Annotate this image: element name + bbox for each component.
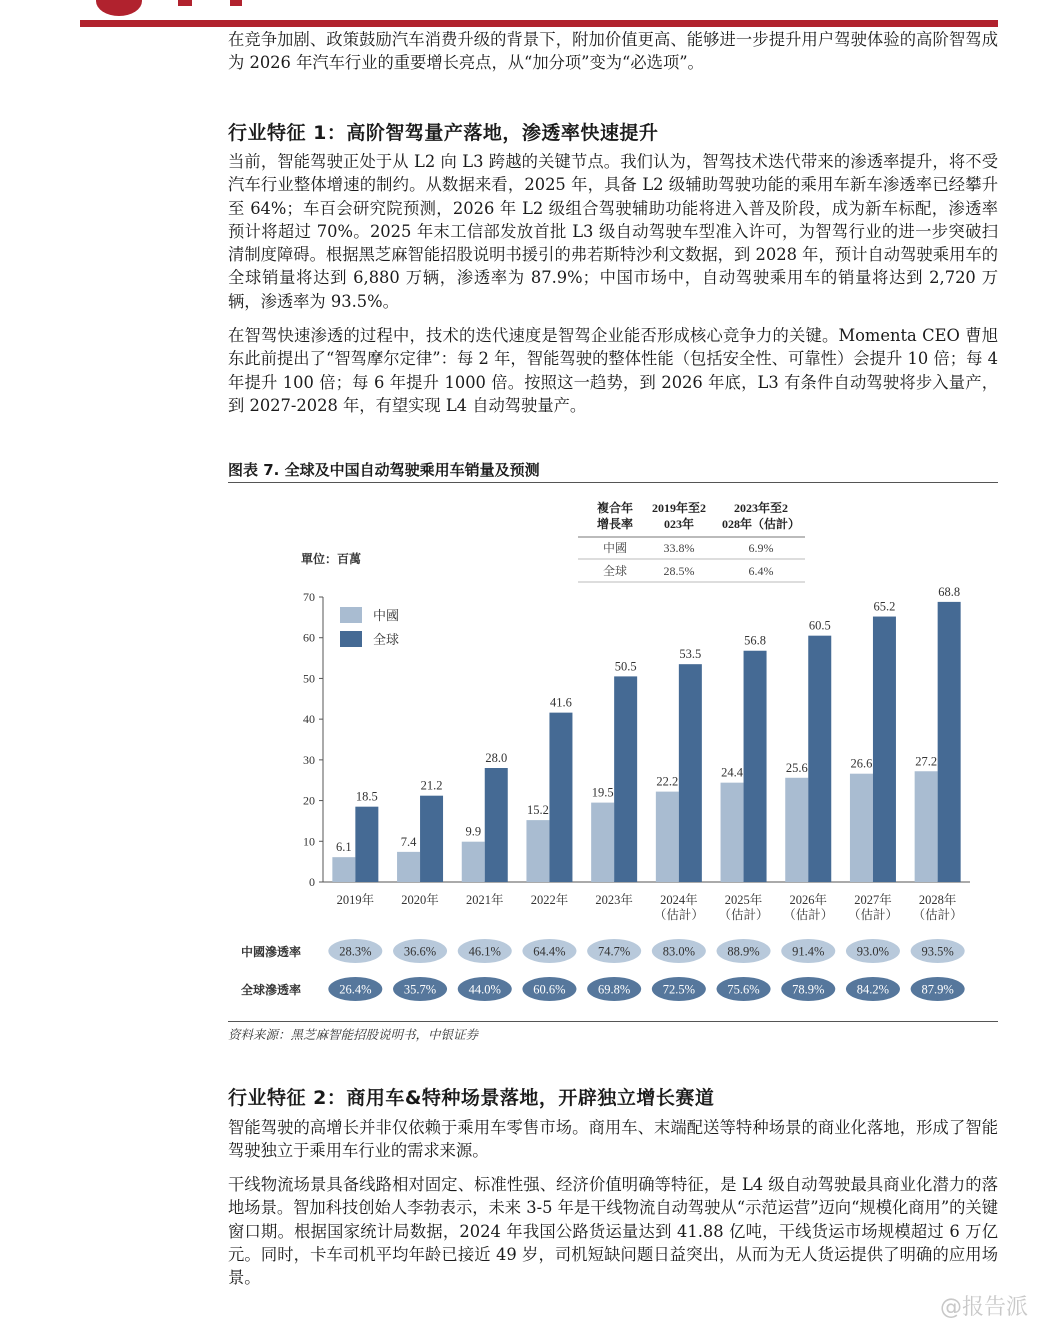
cagr-cell: 全球 — [602, 564, 628, 578]
x-tick-label: 2023年 — [595, 893, 633, 907]
bar-china — [915, 771, 938, 882]
bar-china — [656, 792, 679, 882]
bar-value-label: 41.6 — [550, 695, 572, 710]
bar-global — [744, 651, 767, 882]
legend-label: 全球 — [373, 632, 400, 647]
sales-forecast-chart — [228, 485, 998, 1020]
bar-value-label: 26.6 — [850, 756, 873, 771]
penetration-value: 36.6% — [403, 944, 437, 959]
penetration-value: 35.7% — [403, 982, 437, 997]
cagr-header: 複合年 — [596, 501, 634, 515]
penetration-value: 75.6% — [727, 982, 760, 997]
bar-value-label: 60.5 — [808, 618, 831, 633]
unit-label: 單位：百萬 — [301, 552, 362, 566]
bar-value-label: 50.5 — [614, 659, 637, 674]
section-heading-2: 行业特征 2：商用车&特种场景落地，开辟独立增长赛道 — [228, 1087, 715, 1109]
section-heading-1: 行业特征 1：高阶智驾量产落地，渗透率快速提升 — [228, 122, 659, 144]
bar-value-label: 22.2 — [656, 774, 679, 789]
body-paragraph: 当前，智能驾驶正处于从 L2 向 L3 跨越的关键节点。我们认为，智驾技术迭代带来的渗透率提升，将不受汽车行业整体增速的制约。从数据来看，2025 年，具备 L2 级辅助驾驶功能的乘用车新车渗透率已经攀升至 64%；车百会研究院预测，2026 年 L2 级组合驾驶辅助功能将进入普及阶段，成为新车标配，渗透率预计将超过 70%。2025 年末工信部发放首批 L3 级自动驾驶车型准入许可，为智驾行业的进一步突破扫清制度障碍。根据黑芝麻智能招股说明书援引的弗若斯特沙利文数据，到 2028 年，预计自动驾驶乘用车的全球销量将达到 6,880 万辆，渗透率为 87.9%；中国市场中，自动驾驶乘用车的销量将达到 2,720 万辆，渗透率为 93.5%。 — [228, 152, 998, 311]
bar-china — [721, 783, 744, 882]
bar-value-label: 56.8 — [744, 633, 766, 648]
bar-china — [526, 820, 549, 882]
bar-china — [591, 803, 614, 882]
bar-value-label: 25.6 — [785, 760, 808, 775]
y-tick-label: 40 — [303, 712, 315, 727]
figure-top-rule — [228, 482, 998, 483]
x-tick-note: （估計） — [653, 908, 704, 922]
legend-swatch — [340, 631, 362, 647]
bar-global — [420, 796, 443, 882]
bar-global — [485, 768, 508, 882]
cagr-header: 增長率 — [596, 517, 634, 531]
y-tick-label: 50 — [303, 671, 315, 686]
penetration-value: 93.5% — [921, 944, 954, 959]
y-tick-label: 10 — [303, 834, 315, 849]
penetration-value: 69.8% — [598, 982, 631, 997]
body-paragraph: 智能驾驶的高增长并非仅依赖于乘用车零售市场。商用车、末端配送等特种场景的商业化落地，形成了智能驾驶独立于乘用车行业的需求来源。 — [228, 1118, 998, 1161]
penetration-value: 60.6% — [533, 982, 566, 997]
penetration-value: 72.5% — [662, 982, 695, 997]
bar-china — [850, 774, 873, 882]
penetration-value: 83.0% — [662, 944, 695, 959]
x-tick-label: 2024年 — [660, 893, 698, 907]
body-paragraph: 干线物流场景具备线路相对固定、标准性强、经济价值明确等特征，是 L4 级自动驾驶最具商业化潜力的落地场景。智加科技创始人李勃表示，未来 3-5 年是干线物流自动驾驶从“示范运营”迈向“规模化商用”的关键窗口期。根据国家统计局数据，2024 年我国公路货运量达到 41.88 亿吨，干线货运市场规模超过 6 万亿元。同时，卡车司机平均年龄已接近 49 岁，司机短缺问题日益突出，从而为无人货运提供了明确的应用场景。 — [228, 1175, 998, 1288]
y-tick-label: 70 — [303, 590, 315, 604]
bar-global — [679, 664, 702, 882]
bar-value-label: 18.5 — [355, 789, 378, 804]
cagr-header: 023年 — [663, 517, 695, 531]
cagr-cell: 中國 — [602, 541, 628, 555]
penetration-value: 46.1% — [468, 944, 501, 959]
bar-global — [355, 807, 378, 882]
bar-global — [938, 602, 961, 882]
brand-logo-fragment — [230, 0, 242, 6]
x-tick-label: 2021年 — [465, 893, 504, 907]
bar-china — [785, 778, 808, 882]
bar-china — [462, 842, 485, 882]
brand-logo-fragment — [178, 0, 192, 6]
penetration-value: 88.9% — [727, 944, 760, 959]
bar-value-label: 24.4 — [721, 765, 743, 780]
penetration-value: 93.0% — [856, 944, 890, 959]
x-tick-label: 2025年 — [724, 893, 763, 907]
figure-title: 图表 7. 全球及中国自动驾驶乘用车销量及预测 — [228, 461, 540, 479]
bar-value-label: 53.5 — [679, 647, 702, 662]
penetration-value: 87.9% — [921, 982, 954, 997]
cagr-cell: 33.8% — [663, 541, 695, 555]
figure-bottom-rule — [228, 1021, 998, 1022]
bar-value-label: 15.2 — [527, 803, 549, 818]
penetration-value: 91.4% — [792, 944, 825, 959]
penetration-value: 74.7% — [598, 944, 631, 959]
bar-value-label: 68.8 — [938, 584, 961, 599]
y-tick-label: 20 — [303, 793, 315, 808]
penetration-value: 44.0% — [468, 982, 501, 997]
y-tick-label: 60 — [303, 630, 315, 645]
cagr-cell: 6.4% — [748, 564, 774, 578]
bar-value-label: 19.5 — [591, 785, 614, 800]
bar-value-label: 6.1 — [336, 840, 352, 855]
penetration-row-label: 中國滲透率 — [241, 945, 302, 959]
x-tick-label: 2022年 — [530, 893, 569, 907]
x-tick-note: （估計） — [912, 908, 963, 922]
cagr-header: 2019年至2 — [651, 501, 707, 515]
watermark: @报告派 — [940, 1295, 1029, 1320]
bar-value-label: 28.0 — [485, 751, 508, 765]
penetration-value: 28.3% — [339, 944, 372, 959]
x-tick-label: 2026年 — [789, 893, 828, 907]
penetration-value: 84.2% — [856, 982, 890, 997]
cagr-header: 028年（估計） — [721, 517, 801, 531]
bar-value-label: 21.2 — [420, 778, 443, 793]
bar-global — [873, 617, 896, 882]
bar-global — [549, 713, 572, 882]
x-tick-note: （估計） — [718, 908, 769, 922]
header-bar — [80, 0, 998, 27]
penetration-value: 26.4% — [339, 982, 372, 997]
penetration-value: 78.9% — [792, 982, 825, 997]
bar-value-label: 27.2 — [915, 754, 938, 769]
legend-label: 中國 — [373, 608, 400, 623]
cagr-header: 2023年至2 — [733, 501, 789, 515]
figure-source: 资料来源：黑芝麻智能招股说明书，中银证券 — [228, 1027, 479, 1042]
y-tick-label: 0 — [309, 875, 315, 889]
x-tick-label: 2019年 — [336, 893, 375, 907]
bar-value-label: 7.4 — [400, 834, 417, 849]
cagr-cell: 6.9% — [748, 541, 774, 555]
cagr-cell: 28.5% — [663, 564, 695, 578]
bar-value-label: 65.2 — [873, 599, 896, 614]
x-tick-label: 2020年 — [401, 893, 439, 907]
bar-global — [614, 676, 637, 882]
x-tick-note: （估計） — [847, 908, 898, 922]
bar-china — [332, 857, 355, 882]
body-paragraph: 在智驾快速渗透的过程中，技术的迭代速度是智驾企业能否形成核心竞争力的关键。Momenta CEO 曹旭东此前提出了“智驾摩尔定律”：每 2 年，智能驾驶的整体性能（包括安全性、可靠性）会提升 10 倍；每 4 年提升 100 倍；每 6 年提升 1000 倍。按照这一趋势，到 2026 年底，L3 有条件自动驾驶将步入量产，到 2027-2028 年，有望实现 L4 自动驾驶量产。 — [228, 326, 998, 415]
intro-paragraph: 在竞争加剧、政策鼓励汽车消费升级的背景下，附加价值更高、能够进一步提升用户驾驶体验的高阶智驾成为 2026 年汽车行业的重要增长亮点，从“加分项”变为“必选项”。 — [228, 30, 998, 73]
x-tick-note: （估計） — [783, 908, 834, 922]
legend-swatch — [340, 607, 362, 623]
x-tick-label: 2028年 — [918, 893, 957, 907]
penetration-row-label: 全球滲透率 — [241, 983, 302, 997]
bar-global — [808, 636, 831, 882]
bar-china — [397, 852, 420, 882]
penetration-value: 64.4% — [533, 944, 566, 959]
y-tick-label: 30 — [303, 752, 315, 767]
bar-value-label: 9.9 — [465, 824, 482, 839]
x-tick-label: 2027年 — [854, 893, 892, 907]
